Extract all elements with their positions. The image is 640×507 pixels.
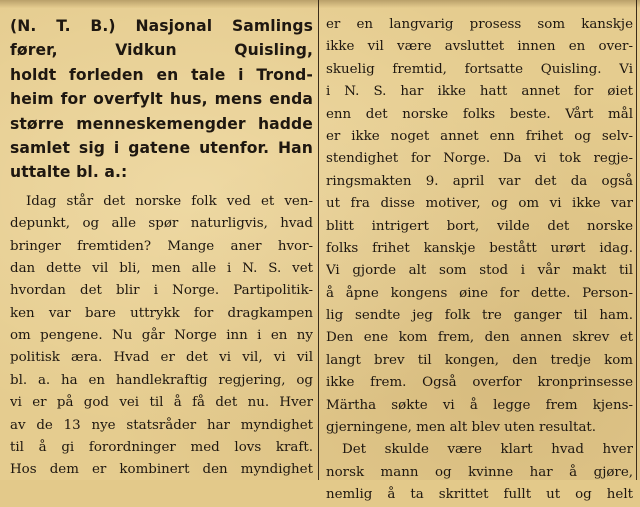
body-line: til å gi forordninger med lovs kraft. (10, 440, 313, 456)
body-line: Det skulde være klart hvad hver (342, 442, 633, 458)
body-line: langt brev til kongen, den tredje kom (326, 352, 633, 368)
body-line: depunkt, og alle spør naturligvis, hvad (10, 216, 313, 232)
body-line: ut fra disse motiver, og om vi ikke var (326, 196, 633, 212)
body-line: bringer fremtiden? Mange aner hvor- (10, 238, 313, 254)
body-line: gjerningene, men alt blev uten resultat. (326, 420, 597, 436)
page-top-edge (0, 0, 640, 8)
body-line: er ikke noget annet enn frihet og selv- (326, 128, 633, 144)
body-line: bl. a. ha en handlekraftig regjering, og (10, 372, 313, 388)
body-line: ikke vil være avsluttet innen en over- (326, 39, 633, 55)
lead-line: holdt forleden en tale i Trond- (10, 65, 313, 84)
lead-line: heim for overfylt hus, mens enda (10, 90, 313, 109)
right-column (326, 14, 633, 507)
body-line: Vi gjorde alt som stod i vår makt til (326, 263, 633, 279)
body-line: folks frihet kanskje bestått urørt idag. (326, 240, 633, 256)
lead-line: fører, Vidkun Quisling, (10, 41, 313, 60)
body-line: nemlig å ta skrittet fullt ut og helt (326, 487, 633, 503)
lead-line: uttalte bl. a.: (10, 163, 128, 182)
left-column (10, 14, 313, 482)
lead-line: samlet sig i gatene utenfor. Han (10, 138, 313, 157)
body-line: er en langvarig prosess som kanskje (326, 17, 633, 32)
body-line: stendighet for Norge. Da vi tok regje- (326, 151, 633, 167)
left-body-text (10, 191, 313, 482)
body-line: Idag står det norske folk ved et ven- (26, 193, 313, 209)
body-line: skuelig fremtid, fortsatte Quisling. Vi (326, 61, 633, 77)
column-rule (318, 0, 319, 480)
body-line: dan dette vil bli, men alle i N. S. vet (10, 260, 313, 276)
body-line: ringsmakten 9. april var det da også (326, 173, 633, 189)
body-line: politisk æra. Hvad er det vi vil, vi vil (10, 350, 313, 366)
body-line: norsk mann og kvinne har å gjøre, (326, 464, 633, 480)
body-line: lig sendte jeg folk tre ganger til ham. (326, 308, 633, 324)
lead-line: større menneskemengder hadde (10, 114, 313, 133)
lead-line: (N. T. B.) Nasjonal Samlings (10, 17, 313, 35)
column-rule-right (636, 0, 637, 480)
body-line: Den ene kom frem, den annen skrev et (326, 330, 633, 346)
body-line: blitt intrigert bort, vilde det norske (326, 218, 633, 234)
body-line: vi er på god vei til å få det nu. Hver (10, 395, 313, 411)
body-line: om pengene. Nu går Norge inn i en ny (10, 328, 313, 344)
body-line: av de 13 nye statsråder har myndighet (10, 417, 313, 433)
body-line: ken var bare uttrykk for dragkampen (10, 305, 313, 321)
body-line: ikke frem. Også overfor kronprinsesse (326, 375, 633, 391)
body-line: å åpne kongens øine for dette. Person- (326, 285, 633, 301)
body-line: enn det norske folks beste. Vårt mål (326, 106, 633, 122)
body-line: Märtha søkte vi å legge frem kjens- (326, 397, 633, 413)
body-line: i N. S. har ikke hatt annet for øiet (326, 84, 633, 100)
article-lead (10, 14, 313, 185)
body-line: hvordan det blir i Norge. Partipolitik- (10, 283, 313, 299)
body-line: Hos dem er kombinert den myndighet (10, 462, 313, 478)
